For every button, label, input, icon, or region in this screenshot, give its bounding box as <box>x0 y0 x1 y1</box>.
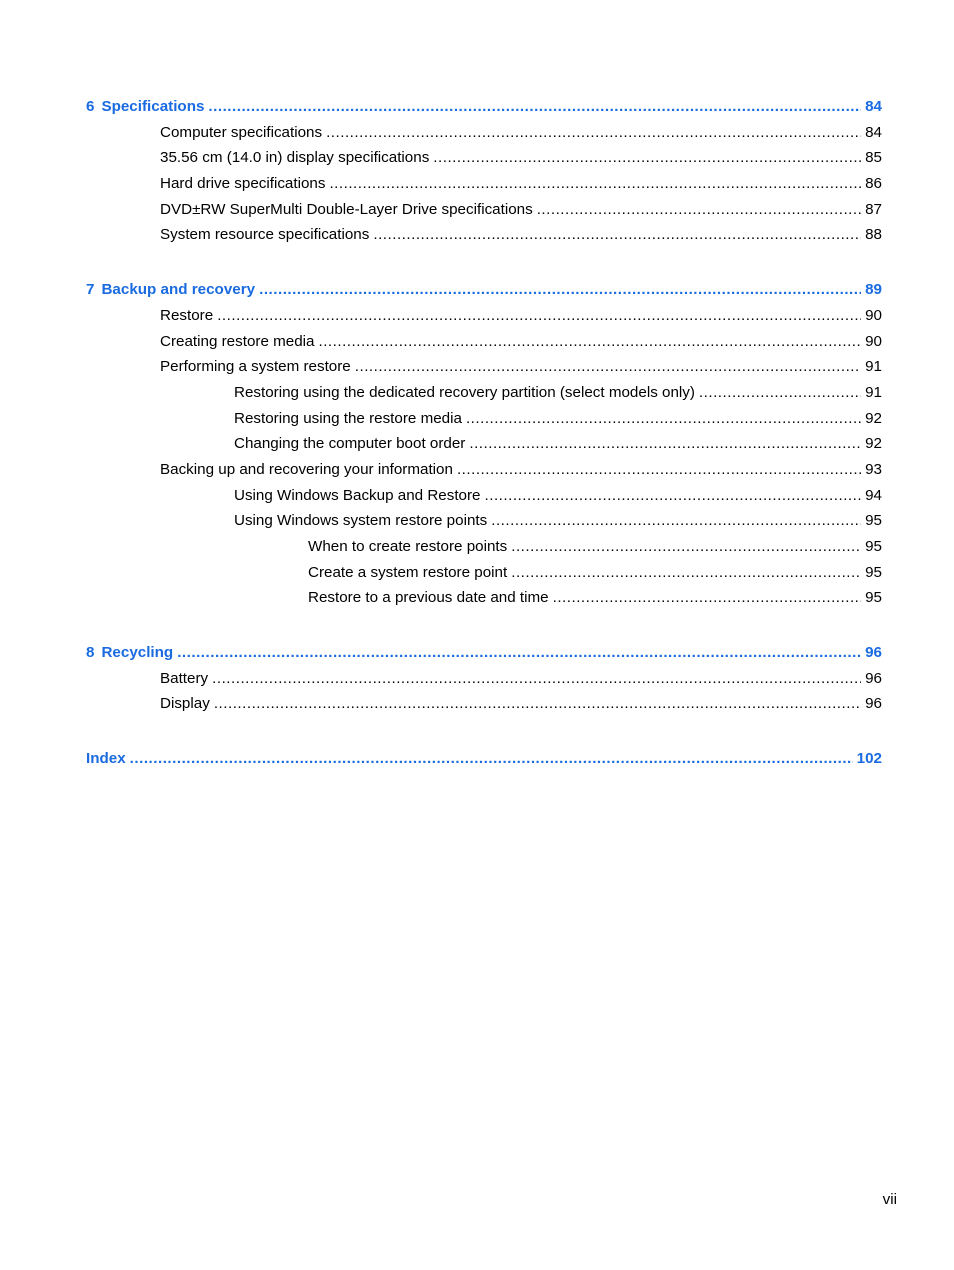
dot-leader <box>326 120 861 146</box>
toc-entry[interactable] <box>86 354 882 380</box>
toc-entry[interactable] <box>86 457 882 483</box>
toc-entry[interactable] <box>86 431 882 457</box>
toc-entry-label: Index <box>86 750 126 768</box>
dot-leader <box>485 483 862 509</box>
toc-entry-page: 84 <box>865 123 882 141</box>
dot-leader <box>491 508 861 534</box>
toc-entry[interactable] <box>86 534 882 560</box>
toc-entry-page: 92 <box>865 409 882 427</box>
toc-entry[interactable] <box>86 120 882 146</box>
toc-entry-page: 84 <box>865 98 882 115</box>
toc-entry-page: 91 <box>865 383 882 401</box>
dot-leader <box>214 691 861 717</box>
toc-entry[interactable] <box>86 560 882 586</box>
toc-entry-label: Battery <box>160 669 209 687</box>
toc-entry-label: Hard drive specifications <box>160 175 326 193</box>
toc-entry-page: 93 <box>865 460 882 478</box>
dot-leader <box>212 666 861 692</box>
toc-entry-label: Display <box>160 695 210 713</box>
toc-chapter-number: 7 <box>86 281 95 299</box>
toc-entry[interactable] <box>86 406 882 432</box>
dot-leader <box>457 457 861 483</box>
toc-entry-page: 88 <box>865 226 882 244</box>
toc-entry-label: System resource specifications <box>160 226 370 244</box>
toc-entry-label: Creating restore media <box>160 332 315 350</box>
toc-entry[interactable] <box>86 508 882 534</box>
toc-entry-label: Create a system restore point <box>308 563 508 581</box>
toc-entry-page: 91 <box>865 358 882 376</box>
toc-entry-page: 89 <box>865 281 882 299</box>
toc-entry-page: 92 <box>865 435 882 453</box>
toc-chapter-number: 8 <box>86 644 95 662</box>
toc-entry-label: DVD±RW SuperMulti Double-Layer Drive specifications <box>160 200 533 218</box>
toc-entry-page: 95 <box>865 563 882 581</box>
dot-leader <box>469 431 861 457</box>
toc-entry-label: Using Windows Backup and Restore <box>234 486 481 504</box>
toc-entry-page: 95 <box>865 589 882 607</box>
toc-entry-page: 96 <box>865 669 882 687</box>
dot-leader <box>511 534 861 560</box>
toc-entry[interactable] <box>86 666 882 692</box>
toc-entry-label: Using Windows system restore points <box>234 512 488 530</box>
toc-entry-label: Performing a system restore <box>160 358 351 376</box>
toc-entry[interactable] <box>86 380 882 406</box>
dot-leader <box>329 171 861 197</box>
toc-entry-page: 102 <box>856 750 882 768</box>
toc-entry-page: 90 <box>865 332 882 350</box>
toc-entry[interactable] <box>86 691 882 717</box>
dot-leader <box>537 197 861 223</box>
toc-entry-label: 35.56 cm (14.0 in) display specifications <box>160 149 430 167</box>
toc-entry[interactable] <box>86 303 882 329</box>
toc-entry-page: 94 <box>865 486 882 504</box>
toc-entry-label: Specifications <box>101 98 205 115</box>
page-number: vii <box>882 1191 897 1208</box>
toc-entry-page: 96 <box>865 644 882 662</box>
toc-chapter-entry[interactable] <box>86 746 882 772</box>
toc-chapter-entry[interactable] <box>86 94 882 120</box>
toc-entry-label: Backup and recovery <box>101 281 256 299</box>
dot-leader <box>318 329 861 355</box>
toc-entry-page: 87 <box>865 200 882 218</box>
toc-entry-label: Changing the computer boot order <box>234 435 466 453</box>
toc-entry[interactable] <box>86 197 882 223</box>
dot-leader <box>553 585 861 611</box>
dot-leader <box>208 94 861 120</box>
toc-entry-label: Computer specifications <box>160 123 323 141</box>
toc-entry-page: 95 <box>865 538 882 555</box>
toc-entry-page: 95 <box>865 512 882 530</box>
dot-leader <box>433 145 861 171</box>
toc-entry-label: Restoring using the restore media <box>234 409 462 427</box>
toc-entry-page: 85 <box>865 149 882 167</box>
toc-chapter-entry[interactable] <box>86 640 882 666</box>
toc-entry-page: 90 <box>865 306 882 324</box>
table-of-contents <box>86 94 882 772</box>
toc-entry-label: When to create restore points <box>308 538 508 555</box>
toc-entry-page: 86 <box>865 175 882 193</box>
toc-entry[interactable] <box>86 222 882 248</box>
toc-entry-label: Restoring using the dedicated recovery partition (select models only) <box>234 383 695 401</box>
toc-entry-label: Restore to a previous date and time <box>308 589 549 607</box>
dot-leader <box>373 222 861 248</box>
toc-entry-label: Restore <box>160 306 214 324</box>
toc-entry[interactable] <box>86 145 882 171</box>
dot-leader <box>466 406 861 432</box>
dot-leader <box>355 354 861 380</box>
toc-chapter-number: 6 <box>86 98 95 115</box>
toc-entry[interactable] <box>86 585 882 611</box>
dot-leader <box>177 640 861 666</box>
toc-entry-label: Recycling <box>101 644 174 662</box>
dot-leader <box>511 560 861 586</box>
dot-leader <box>259 277 861 303</box>
toc-entry[interactable] <box>86 483 882 509</box>
dot-leader <box>217 303 861 329</box>
toc-entry[interactable] <box>86 171 882 197</box>
dot-leader <box>699 380 861 406</box>
dot-leader <box>130 746 853 772</box>
toc-chapter-entry[interactable] <box>86 277 882 303</box>
toc-entry[interactable] <box>86 329 882 355</box>
toc-entry-label: Backing up and recovering your information <box>160 460 453 478</box>
toc-entry-page: 96 <box>865 695 882 713</box>
